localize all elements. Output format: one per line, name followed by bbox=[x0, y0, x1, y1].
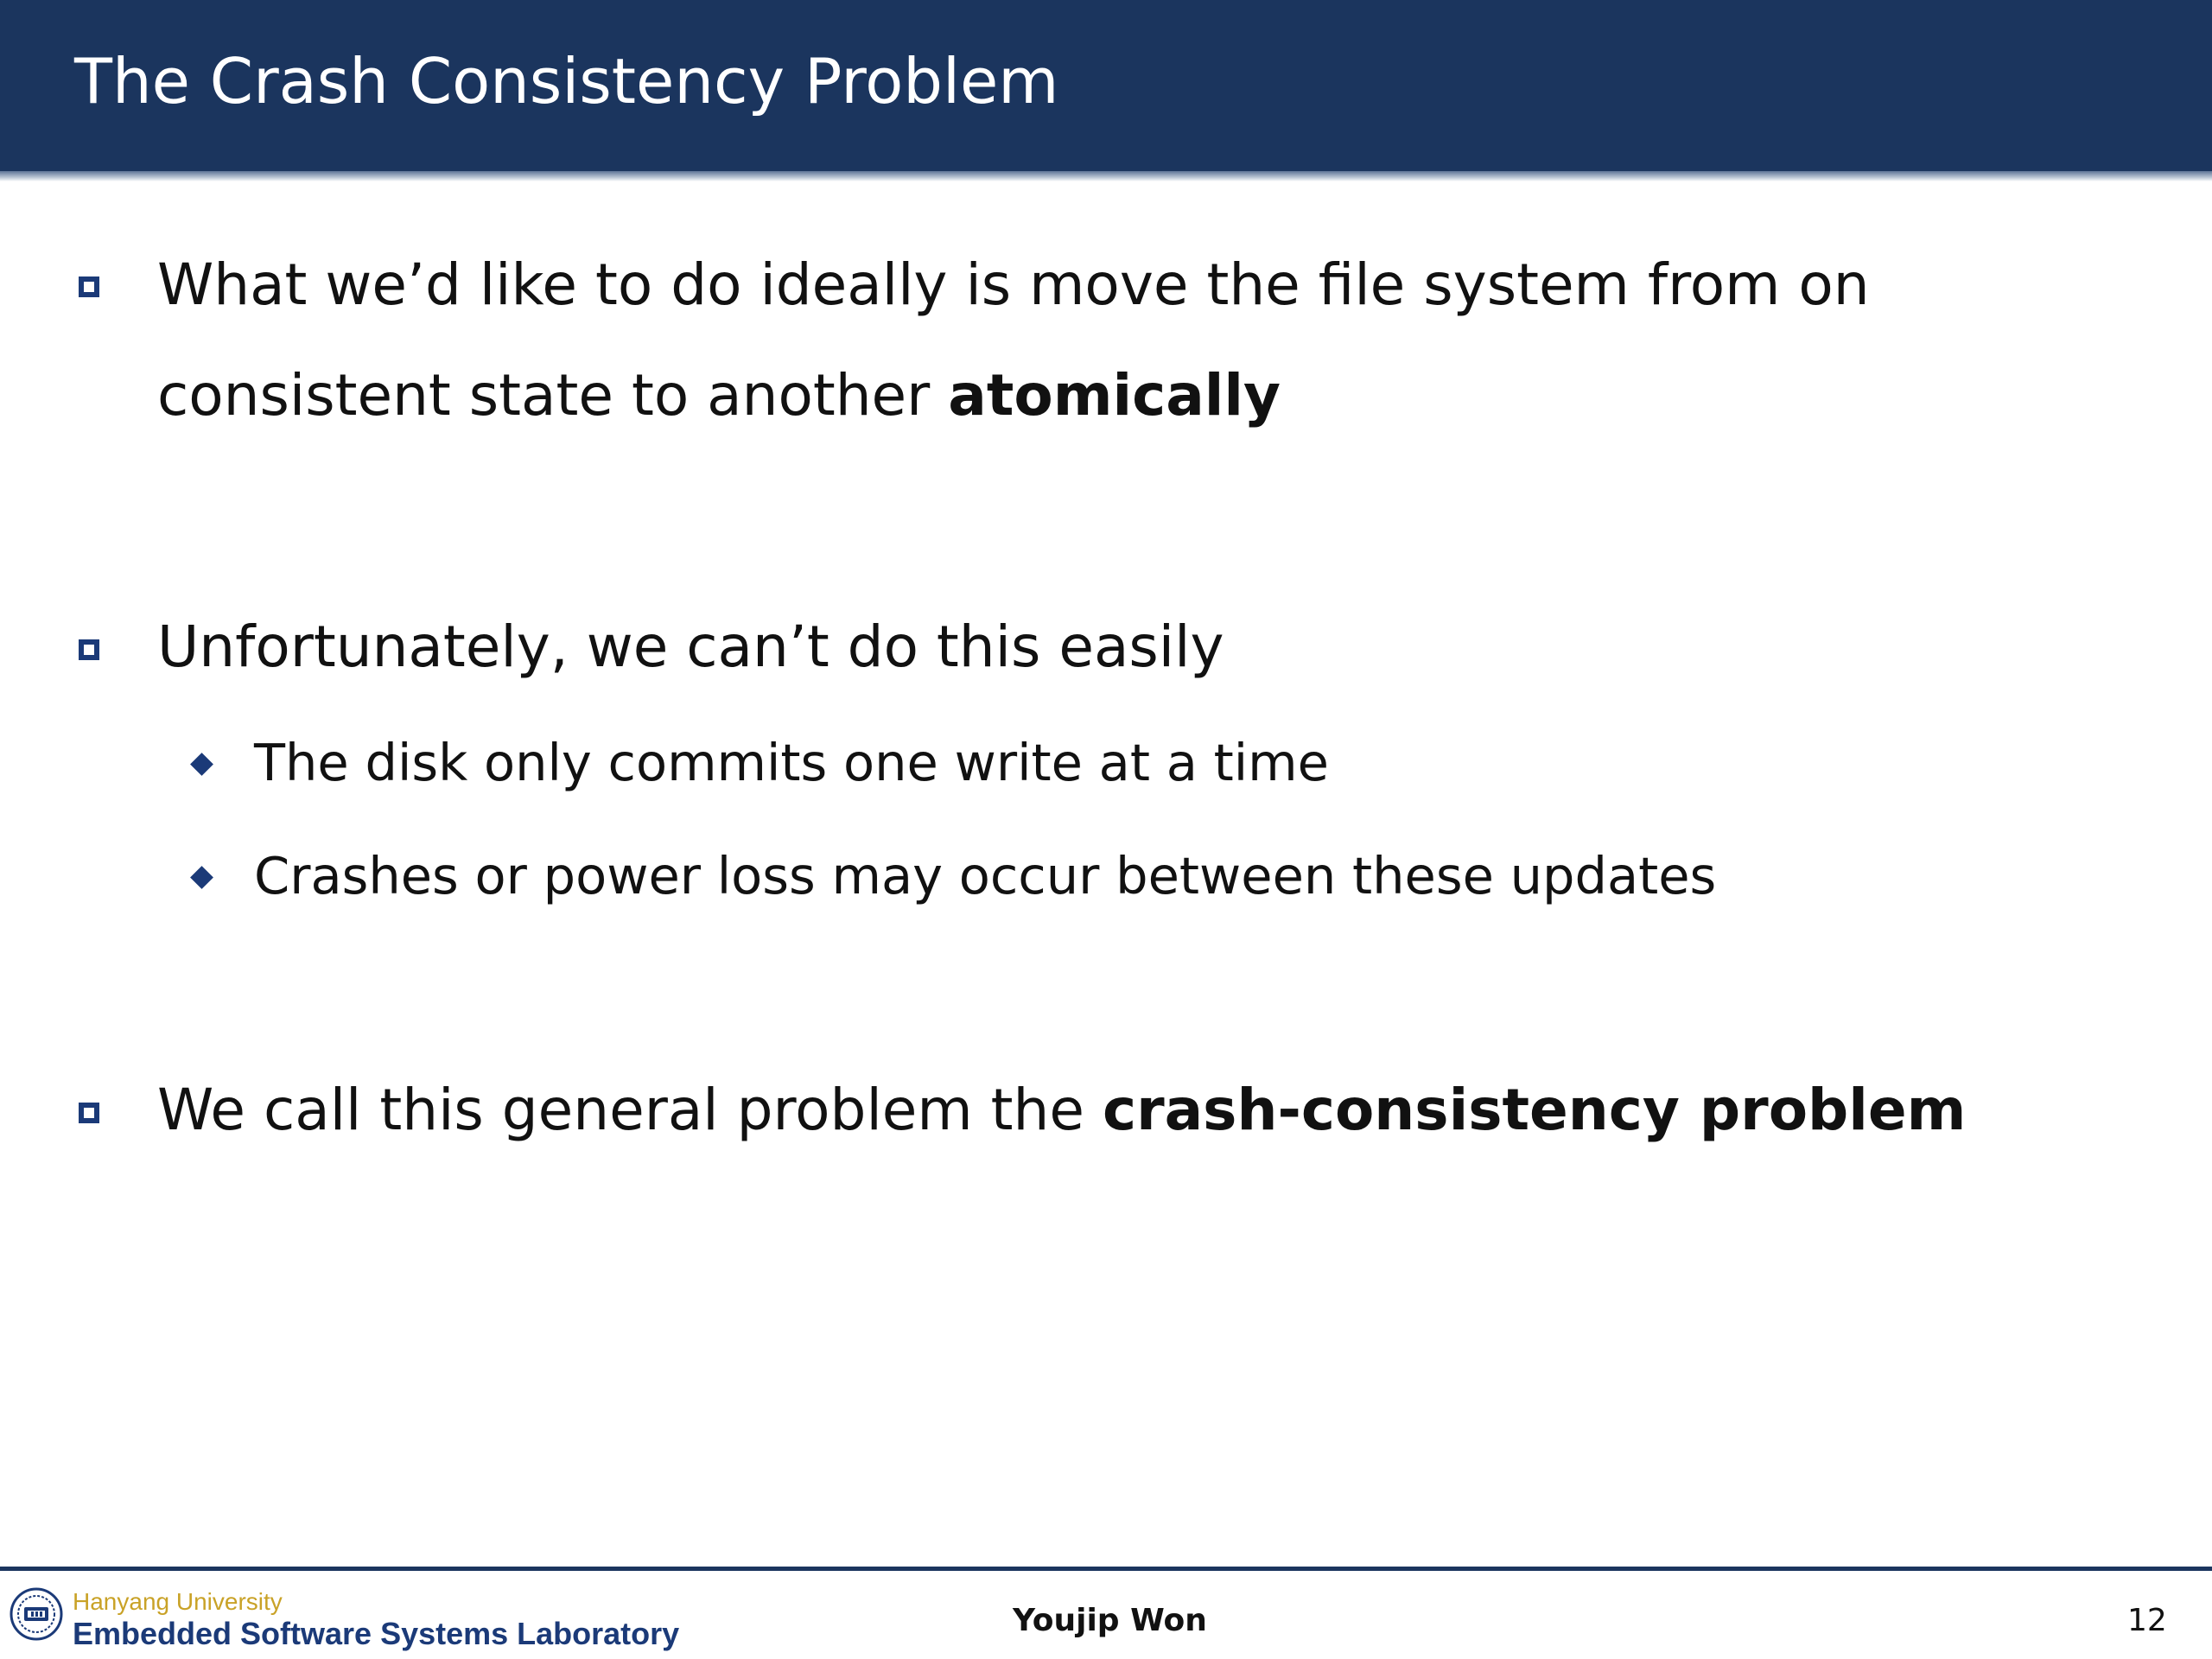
bullet-1-line-2 bbox=[157, 340, 1281, 451]
page-number: 12 bbox=[2127, 1603, 2167, 1638]
bullet-1-bold-text: atomically bbox=[948, 362, 1281, 429]
square-bullet-icon bbox=[79, 1103, 99, 1123]
university-name: Hanyang University bbox=[73, 1588, 283, 1615]
bullet-2-text: Unfortunately, we can’t do this easily bbox=[157, 613, 1224, 680]
square-bullet-icon bbox=[79, 639, 99, 660]
bullet-3-plain-text: We call this general problem the bbox=[157, 1077, 1103, 1143]
title-bar bbox=[0, 0, 2212, 171]
university-seal-icon bbox=[9, 1586, 64, 1642]
bullet-1-plain-text: consistent state to another bbox=[157, 362, 949, 429]
lab-name: Embedded Software Systems Laboratory bbox=[73, 1616, 680, 1651]
bullet-3-bold-text: crash-consistency problem bbox=[1102, 1077, 1967, 1143]
footer-divider bbox=[0, 1567, 2212, 1571]
bullet-1-line-1: What we’d like to do ideally is move the file system from on bbox=[157, 251, 1870, 318]
bullet-3-text bbox=[157, 1055, 1966, 1166]
title-bar-shadow bbox=[0, 171, 2212, 181]
author-name: Youjip Won bbox=[1013, 1603, 1207, 1638]
sub-bullet-1: The disk only commits one write at a time bbox=[254, 733, 1329, 792]
slide-title: The Crash Consistency Problem bbox=[74, 45, 1059, 118]
sub-bullet-2: Crashes or power loss may occur between these updates bbox=[254, 846, 1717, 906]
square-bullet-icon bbox=[79, 276, 99, 297]
diamond-bullet-icon bbox=[190, 753, 213, 776]
diamond-bullet-icon bbox=[190, 866, 213, 889]
